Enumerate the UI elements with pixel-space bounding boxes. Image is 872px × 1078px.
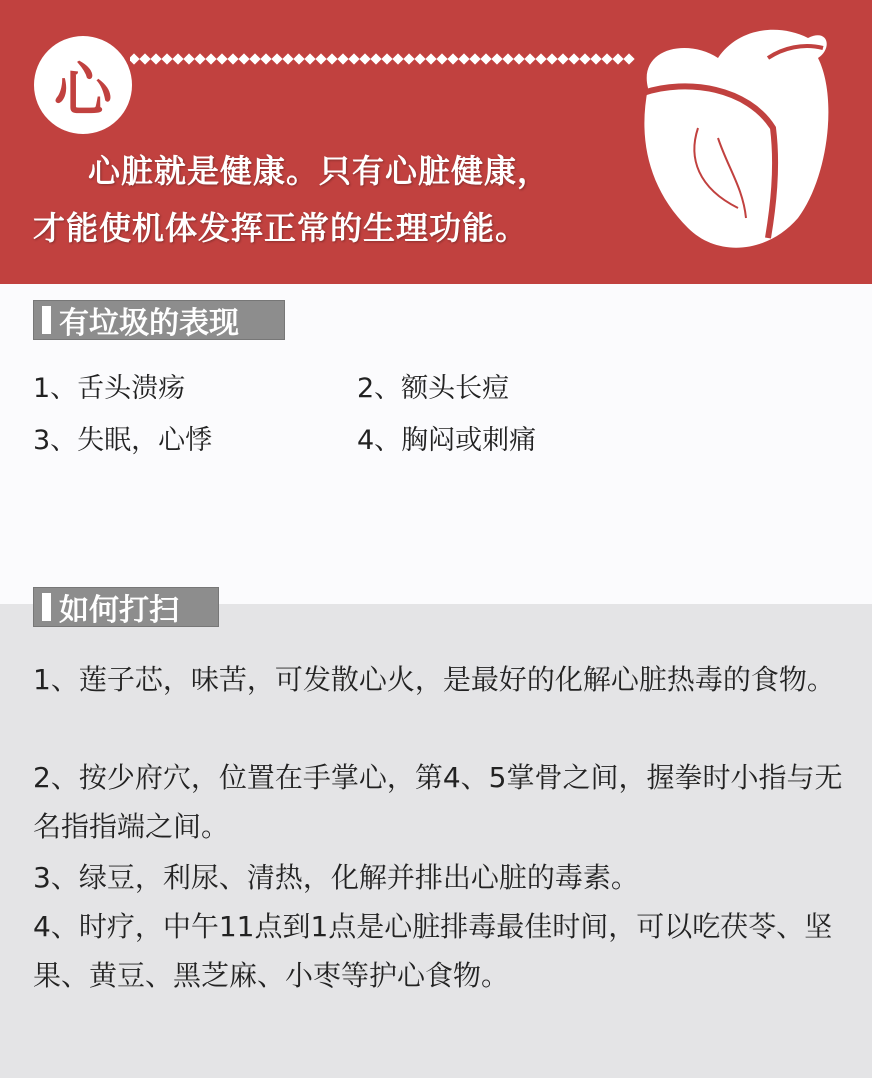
chain-link [491,53,502,64]
chain-link [216,53,227,64]
chain-link [161,53,172,64]
cleanse-title: 如何打扫 [59,593,179,628]
chain-link [513,53,524,64]
chain-link [337,53,348,64]
chain-link [293,53,304,64]
chain-link [546,53,557,64]
chain-link [568,53,579,64]
cleanse-item: 3、绿豆，利尿、清热，化解并排出心脏的毒素。 [33,861,639,894]
chain-link [282,53,293,64]
seal-char: 心 [53,56,112,124]
chain-link [205,53,216,64]
chain-link [480,53,491,64]
intro-line-1: 心脏就是健康。只有心脏健康， [88,152,551,190]
heart-seal [34,36,132,134]
symptom-item: 3、失眠，心悸 [33,425,213,456]
chain-link [535,53,546,64]
header-banner [0,0,872,284]
cleanse-item: 4、时疗，中午11点到1点是心脏排毒最佳时间，可以吃茯苓、坚果、黄豆、黑芝麻、小枣等护心食物。 [33,910,833,992]
chain-link [458,53,469,64]
chain-link [172,53,183,64]
chain-link [590,53,601,64]
chain-link [524,53,535,64]
chain-link [436,53,447,64]
chain-link [612,53,623,64]
chain-link [392,53,403,64]
chain-link [447,53,458,64]
chain-link [469,53,480,64]
chain-link [130,53,140,64]
chain-link [579,53,590,64]
chain-link [227,53,238,64]
chain-link [425,53,436,64]
chain-link [260,53,271,64]
chain-link [249,53,260,64]
cleanse-item: 2、按少府穴，位置在手掌心，第4、5掌骨之间，握拳时小指与无名指指端之间。 [33,761,843,843]
intro-line-2: 才能使机体发挥正常的生理功能。 [33,209,529,247]
chain-link [194,53,205,64]
chain-link [370,53,381,64]
chain-link [315,53,326,64]
chain-link [601,53,612,64]
symptom-item: 2、额头长痘 [357,373,510,404]
cleanse-heading [33,587,219,627]
chain-link [348,53,359,64]
chain-decoration [130,53,640,65]
chain-link [183,53,194,64]
chain-link [150,53,161,64]
chain-link [403,53,414,64]
heart-icon [628,18,838,258]
chain-link [304,53,315,64]
chain-link [238,53,249,64]
symptom-item: 4、胸闷或刺痛 [357,425,537,456]
chain-link [414,53,425,64]
chain-link [139,53,150,64]
cleanse-item: 1、莲子芯，味苦，可发散心火，是最好的化解心脏热毒的食物。 [33,663,835,696]
chain-link [326,53,337,64]
symptoms-title: 有垃圾的表现 [59,306,239,341]
chain-link [502,53,513,64]
chain-link [381,53,392,64]
chain-link [359,53,370,64]
chain-link [557,53,568,64]
chain-link [271,53,282,64]
symptom-item: 1、舌头溃疡 [33,373,186,404]
symptoms-heading [33,300,285,340]
